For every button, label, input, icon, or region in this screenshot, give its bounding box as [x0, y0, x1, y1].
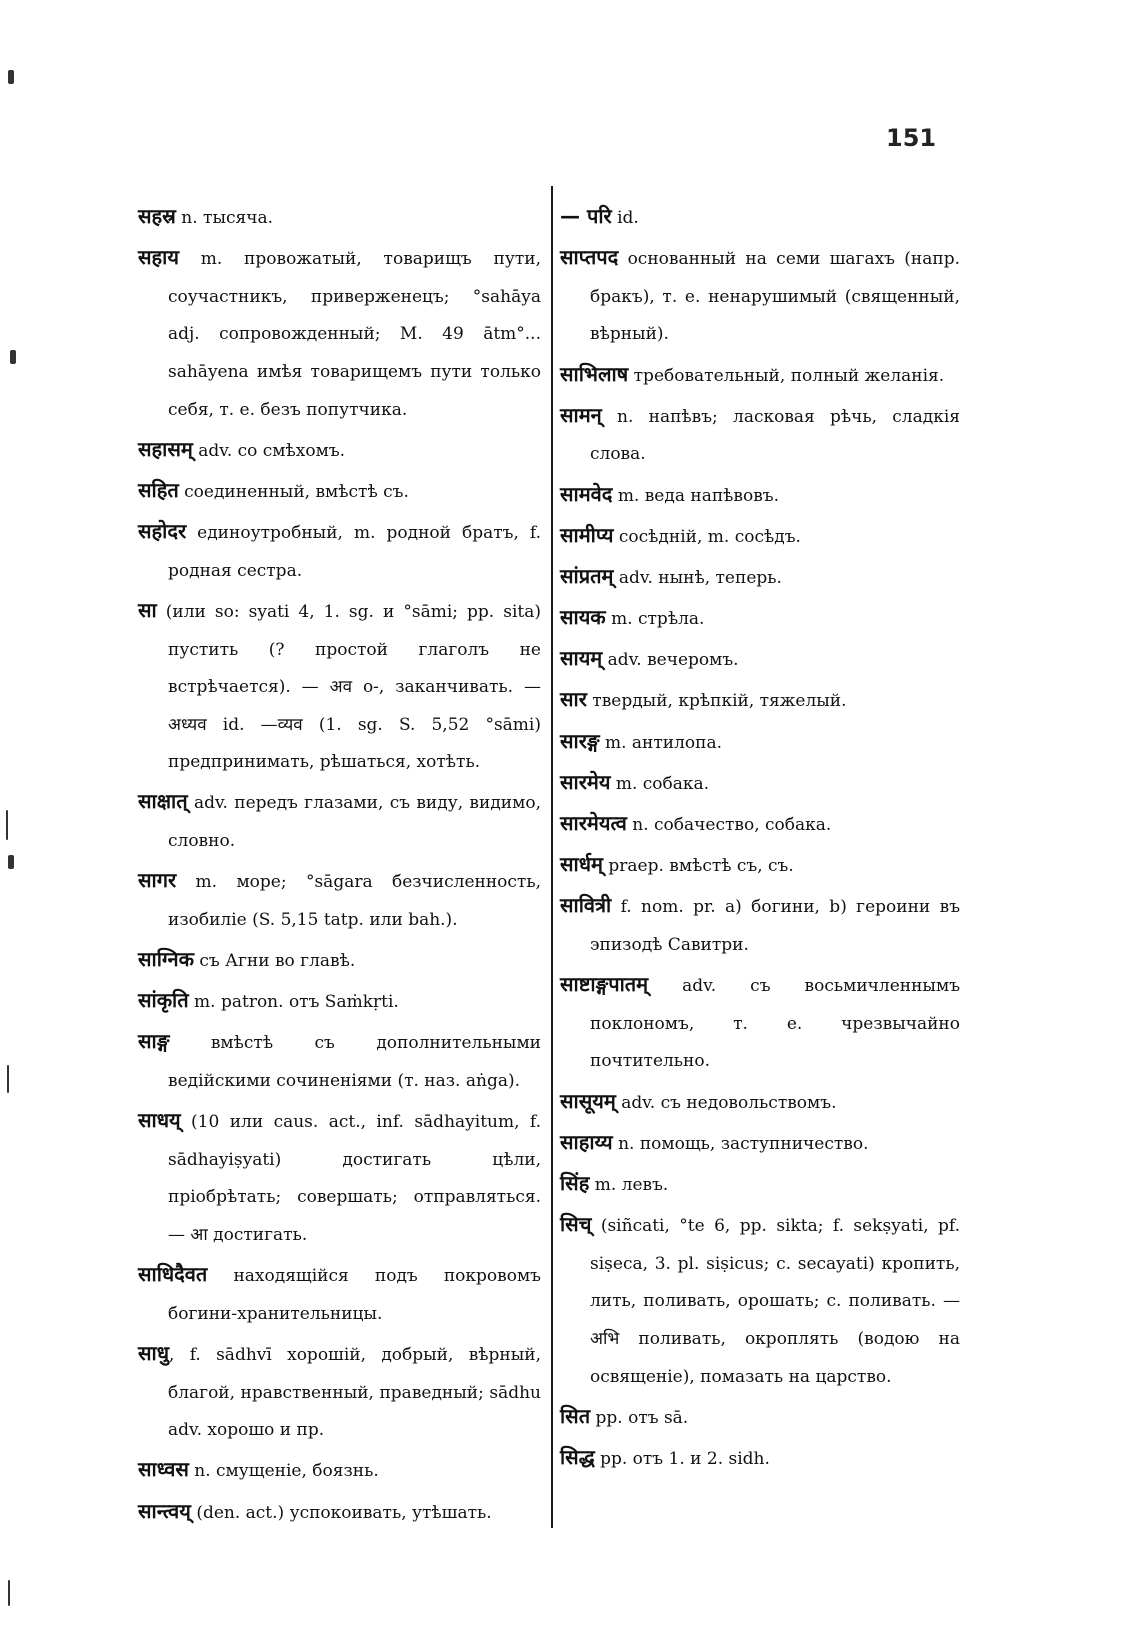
definition: съ Агни во главѣ. — [199, 951, 356, 972]
headword: सायम् — [560, 646, 603, 671]
dictionary-entry — [560, 764, 960, 804]
headword: सहस्र — [138, 204, 176, 228]
dictionary-entry — [560, 517, 960, 557]
definition: основанный на семи шагахъ (напр. бракъ), т. е. ненарушимый (священный, вѣрный). — [590, 249, 961, 345]
dictionary-entry — [138, 982, 541, 1022]
definition: n. напѣвъ; ласковая рѣчь, сладкія слова. — [590, 406, 960, 465]
page-number: 151 — [886, 124, 937, 152]
headword: सान्त्वय् — [138, 1498, 191, 1523]
dictionary-entry — [560, 1083, 960, 1123]
definition: m. собака. — [615, 773, 710, 794]
headword: सिच् — [560, 1212, 592, 1237]
definition: adv. вечеромъ. — [607, 650, 739, 671]
dictionary-entry — [560, 1206, 960, 1396]
column-divider — [551, 186, 553, 1528]
headword: सिंह — [560, 1170, 590, 1195]
definition: m. стрѣла. — [611, 609, 705, 630]
definition: id. — [617, 208, 639, 228]
definition: praep. вмѣстѣ съ, съ. — [608, 856, 794, 877]
headword: साप्तपद — [560, 245, 619, 270]
definition: m. море; °sāgara безчисленность, изобиліе (S. 5,15 tatp. или bah.). — [168, 872, 541, 930]
scan-mark — [8, 855, 14, 869]
dictionary-entry — [560, 239, 960, 354]
headword: सामवेद — [560, 481, 613, 506]
headword: सावित्री — [560, 893, 612, 918]
dictionary-entry — [560, 1439, 960, 1479]
definition: (10 или caus. act., inf. sādhayitum, f. sādhayiṣyati) достигать цѣли, пріобрѣтать; совершать; отправляться. — आ достигать. — [168, 1112, 541, 1245]
headword: सासूयम् — [560, 1088, 616, 1113]
headword: साभिलाष — [560, 361, 629, 386]
headword: साक्षात् — [138, 789, 188, 814]
definition: adv. со смѣхомъ. — [198, 440, 346, 461]
scan-mark — [6, 810, 8, 840]
dictionary-entry — [138, 198, 541, 238]
definition: pp. отъ 1. и 2. sidh. — [600, 1448, 770, 1469]
headword: सांप्रतम् — [560, 563, 614, 588]
definition: adv. съ восьмичленнымъ поклономъ, т. е. чрезвычайно почтительно. — [590, 976, 961, 1072]
definition: m. провожатый, товарищъ пути, соучастникъ, приверженецъ; °sahāya adj. сопровожденный; M. 49 ātm°... sahāyena имѣя товарищемъ пути только себя, т. е. безъ попутчика. — [168, 249, 542, 420]
dictionary-entry — [138, 1023, 541, 1100]
dictionary-entry — [560, 198, 960, 238]
definition: n. смущеніе, боязнь. — [194, 1461, 379, 1482]
headword: सारमेय — [560, 769, 611, 794]
definition: требовательный, полный желанія. — [633, 365, 945, 386]
headword: सहाय — [138, 245, 179, 270]
definition: (siñcati, °te 6, pp. sikta; f. sekṣyati, pf. siṣeca, 3. pl. siṣicus; c. secayati) кропить, лить, поливать, орошать; c. поливать. — अभि поливать, окроплять (водою на освященіе), помазать на царство. — [590, 1216, 961, 1387]
dictionary-entry — [560, 1124, 960, 1164]
definition: n. помощь, заступничество. — [618, 1133, 869, 1154]
dictionary-entry — [138, 1102, 541, 1254]
headword: सारङ्ग — [560, 728, 600, 753]
dictionary-entry — [560, 846, 960, 886]
definition: (den. act.) успокоивать, утѣшать. — [196, 1502, 492, 1523]
definition: находящійся подъ покровомъ богини-хранительницы. — [168, 1266, 541, 1324]
headword: साग्निक — [138, 947, 194, 972]
headword: सार — [560, 687, 587, 712]
headword: सित — [560, 1403, 591, 1428]
dictionary-entry — [560, 887, 960, 964]
definition: соединенный, вмѣстѣ съ. — [184, 481, 409, 502]
definition: (или so: syati 4, 1. sg. и °sāmi; pp. sita) пустить (? простой глаголъ не встрѣчается). — अव о-, заканчивать. — अध्यव id. —व्यव (1. sg. S. 5,52 °sāmi) предпринимать, рѣшаться, хотѣть. — [165, 601, 542, 773]
headword: सांकृति — [138, 988, 189, 1013]
dictionary-entry — [560, 681, 960, 721]
scan-mark — [7, 1065, 9, 1093]
definition: n. собачество, собака. — [632, 815, 832, 836]
dictionary-entry — [560, 1398, 960, 1438]
headword: सहित — [138, 477, 179, 502]
dictionary-entry — [560, 1165, 960, 1205]
dictionary-entry — [560, 599, 960, 639]
dictionary-entry — [560, 476, 960, 516]
headword: सायक — [560, 605, 606, 630]
dictionary-entry — [138, 862, 541, 939]
definition: adv. нынѣ, теперь. — [618, 567, 782, 588]
definition: pp. отъ sā. — [595, 1407, 689, 1428]
dictionary-entry — [560, 966, 960, 1081]
dictionary-entry — [138, 1335, 541, 1450]
definition: m. левъ. — [594, 1174, 669, 1195]
dictionary-entry — [138, 239, 541, 429]
scan-mark — [10, 350, 16, 364]
definition: f. nom. pr. a) богини, b) героини въ эпизодѣ Савитри. — [590, 897, 961, 955]
dictionary-entry — [138, 1256, 541, 1333]
scan-mark — [8, 70, 14, 84]
headword: सहोदर — [138, 519, 187, 544]
left-column — [138, 198, 541, 1534]
dictionary-entry — [138, 1451, 541, 1491]
headword: साधु — [138, 1340, 169, 1365]
dictionary-entry — [560, 723, 960, 763]
dictionary-entry — [138, 1493, 541, 1533]
headword: साष्टाङ्गपातम् — [560, 972, 649, 997]
headword: साङ्ग — [138, 1029, 170, 1054]
definition: сосѣдній, m. сосѣдъ. — [618, 526, 801, 547]
dictionary-entry — [560, 397, 960, 474]
headword: सिद्ध — [560, 1444, 595, 1469]
dictionary-entry — [138, 941, 541, 981]
definition: m. антилопа. — [604, 732, 722, 753]
dictionary-entry — [560, 640, 960, 680]
definition: единоутробный, m. родной братъ, f. родная сестра. — [168, 523, 541, 581]
definition: adv. съ недовольствомъ. — [621, 1092, 837, 1113]
headword: सामीप्य — [560, 522, 614, 547]
dictionary-entry — [138, 783, 541, 860]
headword: साहाय्य — [560, 1129, 613, 1154]
definition: , f. sādhvī хорошій, добрый, вѣрный, благой, нравственный, праведный; sādhu adv. хорошо и пр. — [168, 1344, 541, 1441]
definition: adv. передъ глазами, съ виду, видимо, словно. — [168, 793, 541, 852]
dictionary-entry — [560, 356, 960, 396]
dictionary-entry — [138, 472, 541, 512]
definition: твердый, крѣпкій, тяжелый. — [592, 691, 847, 712]
headword: — परि — [560, 204, 612, 228]
dictionary-entry — [138, 513, 541, 590]
headword: सारमेयत्व — [560, 811, 627, 836]
dictionary-entry — [138, 431, 541, 471]
dictionary-entry — [560, 558, 960, 598]
definition: m. patron. отъ Saṁkṛti. — [194, 992, 399, 1013]
dictionary-entry — [560, 805, 960, 845]
definition: вмѣстѣ съ дополнительными ведійскими сочиненіями (т. наз. aṅga). — [168, 1033, 541, 1091]
definition: n. тысяча. — [181, 208, 273, 228]
headword: सा — [138, 597, 157, 622]
headword: सहासम् — [138, 436, 193, 461]
scan-mark — [8, 1580, 10, 1606]
headword: साधय् — [138, 1108, 181, 1133]
headword: सागर — [138, 868, 177, 893]
headword: सामन् — [560, 402, 602, 427]
headword: साध्वस — [138, 1457, 189, 1482]
headword: साधिदैवत — [138, 1262, 208, 1287]
dictionary-entry — [138, 592, 541, 782]
right-column — [560, 198, 960, 1480]
headword: सार्धम् — [560, 852, 603, 877]
definition: m. веда напѣвовъ. — [617, 485, 780, 506]
